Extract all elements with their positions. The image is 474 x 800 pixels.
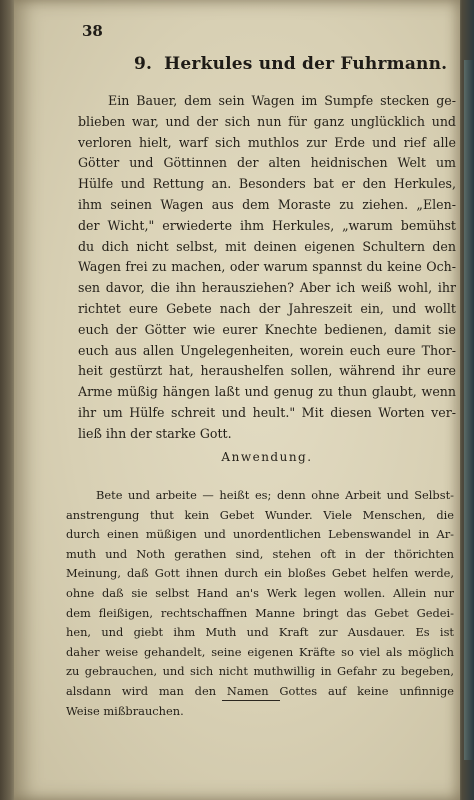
section-heading-text: Anwendung. (221, 450, 313, 464)
text-line: euch aus allen Ungelegenheiten, worein euch eure Thor- (78, 342, 456, 358)
text-line: durch einen müßigen und unordentlichen Lebenswandel in Ar- (66, 527, 454, 542)
text-line: ihr um Hülfe schreit und heult." Mit diesen Worten ver- (78, 404, 456, 420)
text-line: sen davor, die ihn herausziehen? Aber ich weiß wohl, ihr (78, 280, 456, 296)
text-line: hen, und giebt ihm Muth und Kraft zur Ausdauer. Es ist (66, 625, 454, 640)
text-line: ohne daß sie selbst Hand an's Werk legen wollen. Allein nur (66, 585, 454, 600)
text-line: Arme müßig hängen laßt und genug zu thun glaubt, wenn (78, 384, 456, 400)
text-line: Götter und Göttinnen der alten heidnischen Welt um (78, 155, 456, 171)
text-line: verloren hielt, warf sich muthlos zur Erde und rief alle (78, 134, 456, 150)
text-line: daher weise gehandelt, seine eigenen Kräfte so viel als möglich (66, 644, 454, 659)
text-line: muth und Noth gerathen sind, stehen oft in der thörichten (66, 546, 454, 561)
text-line: heit gestürzt hat, heraushelfen sollen, während ihr eure (78, 363, 456, 379)
text-line: ließ ihn der starke Gott. (78, 425, 232, 441)
text-line: richtet eure Gebete nach der Jahreszeit ein, und wollt (78, 300, 456, 316)
text-line: Wagen frei zu machen, oder warum spannst du keine Och- (78, 259, 456, 275)
text-line: alsdann wird man den Namen Gottes auf keine unfinnige (66, 683, 454, 698)
text-line: zu gebrauchen, und sich nicht muthwillig in Gefahr zu begeben, (66, 664, 454, 679)
text-line: du dich nicht selbst, mit deinen eigenen Schultern den (78, 238, 456, 254)
text-line: Weise mißbrauchen. (66, 703, 184, 718)
story-title (134, 54, 448, 74)
text-line: Meinung, daß Gott ihnen durch ein bloßes Gebet helfen werde, (66, 566, 454, 581)
text-line: Ein Bauer, dem sein Wagen im Sumpfe stecken ge- (108, 93, 456, 108)
story-number: 9. (134, 54, 153, 74)
text-line: dem fleißigen, rechtschaffnen Manne bringt das Gebet Gedei- (66, 605, 454, 620)
text-line: anstrengung thut kein Gebet Wunder. Viele Menschen, die (66, 507, 454, 522)
text-line: ihm seinen Wagen aus dem Moraste zu ziehen. „Elen- (78, 196, 456, 212)
story-text (78, 91, 456, 445)
text-line: Hülfe und Rettung an. Besonders bat er den Herkules, (78, 176, 456, 192)
text-line: blieben war, und der sich nun für ganz unglücklich und (78, 113, 456, 129)
section-heading (0, 450, 474, 464)
text-line: euch der Götter wie eurer Knechte bedienen, damit sie (78, 321, 456, 337)
closing-rule (222, 700, 280, 701)
text-line: der Wicht," erwiederte ihm Herkules, „warum bemühst (78, 217, 456, 233)
text-line: Bete und arbeite — heißt es; denn ohne Arbeit und Selbst- (96, 488, 454, 502)
page-number: 38 (82, 22, 103, 40)
application-text (66, 486, 454, 721)
story-title-text: Herkules und der Fuhrmann. (164, 54, 448, 74)
book-edge (464, 60, 474, 760)
